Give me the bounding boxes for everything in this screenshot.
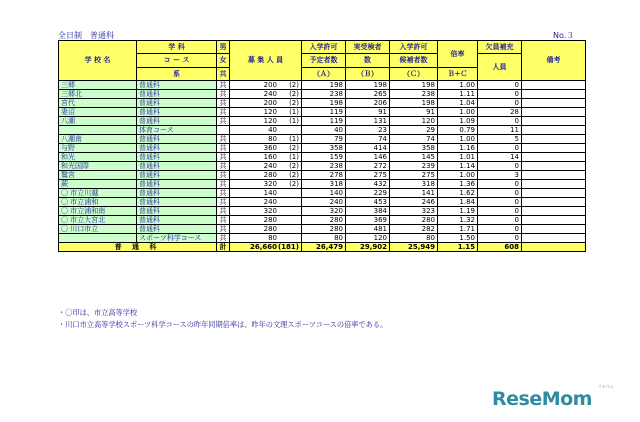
course-cell: 普通科 xyxy=(137,216,217,225)
actual-cell: 453 xyxy=(346,198,390,207)
vacancy-cell: 11 xyxy=(478,126,522,135)
capacity-value: 120 xyxy=(263,116,277,125)
ratio-cell: 1.50 xyxy=(438,234,478,243)
col-course-2: コ ー ス xyxy=(137,54,217,68)
col-gender-1: 男 xyxy=(217,41,230,54)
gender-cell: 共 xyxy=(217,108,230,117)
capacity-cell xyxy=(230,225,302,234)
remarks-cell xyxy=(522,225,586,234)
candidates-cell: 358 xyxy=(390,144,438,153)
candidates-cell: 239 xyxy=(390,162,438,171)
remarks-cell xyxy=(522,135,586,144)
ratio-cell: 1.19 xyxy=(438,207,478,216)
vacancy-cell: 0 xyxy=(478,162,522,171)
course-cell: 普通科 xyxy=(137,198,217,207)
capacity-cell xyxy=(230,189,302,198)
capacity-cell xyxy=(230,144,302,153)
capacity-paren: (181) xyxy=(277,242,299,251)
capacity-cell xyxy=(230,81,302,90)
actual-cell: 206 xyxy=(346,99,390,108)
col-planned-2: 予定者数 xyxy=(302,54,346,68)
remarks-cell xyxy=(522,243,586,252)
col-candidates-2: 候補者数 xyxy=(390,54,438,68)
course-cell: 普通科 xyxy=(137,180,217,189)
footnote-municipal: ・〇印は、市立高等学校 xyxy=(58,308,138,317)
actual-cell: 91 xyxy=(346,108,390,117)
ratio-cell: 1.00 xyxy=(438,135,478,144)
capacity-value: 26,660 xyxy=(249,242,277,251)
remarks-cell xyxy=(522,90,586,99)
vacancy-cell: 0 xyxy=(478,99,522,108)
ratio-cell: 1.32 xyxy=(438,216,478,225)
school-cell: 鷲宮 xyxy=(59,171,137,180)
course-cell: 普通科 xyxy=(137,225,217,234)
gender-cell: 計 xyxy=(217,243,230,252)
remarks-cell xyxy=(522,144,586,153)
vacancy-cell: 0 xyxy=(478,117,522,126)
course-cell: 普通科 xyxy=(137,90,217,99)
table-row xyxy=(59,99,586,108)
capacity-value: 280 xyxy=(263,224,277,233)
actual-cell: 74 xyxy=(346,135,390,144)
capacity-value: 240 xyxy=(263,197,277,206)
actual-cell: 384 xyxy=(346,207,390,216)
actual-cell: 131 xyxy=(346,117,390,126)
capacity-value: 200 xyxy=(263,98,277,107)
resemom-logo: ReseMom xyxy=(492,388,592,410)
capacity-cell xyxy=(230,216,302,225)
table-row xyxy=(59,180,586,189)
vacancy-cell: 0 xyxy=(478,81,522,90)
planned-cell: 320 xyxy=(302,207,346,216)
ratio-cell: 1.00 xyxy=(438,81,478,90)
capacity-cell xyxy=(230,153,302,162)
school-cell xyxy=(59,126,137,135)
candidates-cell: 91 xyxy=(390,108,438,117)
actual-cell: 198 xyxy=(346,81,390,90)
course-cell: スポーツ科学コース xyxy=(137,234,217,243)
col-course-3: 系 xyxy=(137,68,217,81)
capacity-paren: (2) xyxy=(289,161,299,170)
candidates-cell: 198 xyxy=(390,81,438,90)
page-number: No.３ xyxy=(553,31,575,40)
planned-cell: 278 xyxy=(302,171,346,180)
gender-cell: 共 xyxy=(217,135,230,144)
table-row xyxy=(59,153,586,162)
gender-cell: 共 xyxy=(217,153,230,162)
actual-cell: 265 xyxy=(346,90,390,99)
actual-cell: 29,902 xyxy=(346,243,390,252)
planned-cell: 79 xyxy=(302,135,346,144)
ratio-cell: 1.09 xyxy=(438,117,478,126)
gender-cell: 共 xyxy=(217,99,230,108)
capacity-value: 140 xyxy=(263,188,277,197)
planned-cell: 240 xyxy=(302,198,346,207)
course-cell: 普通科 xyxy=(137,144,217,153)
planned-cell: 40 xyxy=(302,126,346,135)
gender-cell: 共 xyxy=(217,171,230,180)
candidates-cell: 29 xyxy=(390,126,438,135)
gender-cell: 共 xyxy=(217,90,230,99)
table-row xyxy=(59,117,586,126)
capacity-cell xyxy=(230,171,302,180)
col-actual-3: （Ｂ） xyxy=(346,68,390,81)
remarks-cell xyxy=(522,171,586,180)
resemom-logo-sub: リセマム xyxy=(598,384,614,389)
actual-cell: 414 xyxy=(346,144,390,153)
ratio-cell: 1.16 xyxy=(438,144,478,153)
vacancy-cell: 0 xyxy=(478,207,522,216)
table-row xyxy=(59,126,586,135)
vacancy-cell: 0 xyxy=(478,189,522,198)
remarks-cell xyxy=(522,117,586,126)
footnote-sports-course: ・川口市立高等学校スポーツ科学コースの昨年同期倍率は、昨年の文理スポーツコースの倍率である。 xyxy=(58,320,388,329)
table-row xyxy=(59,207,586,216)
ratio-cell: 1.00 xyxy=(438,171,478,180)
col-actual-1: 実受検者 xyxy=(346,41,390,54)
school-cell: 〇 市立川越 xyxy=(59,189,137,198)
col-ratio-1: 倍率 xyxy=(438,41,478,68)
col-remarks: 備考 xyxy=(522,41,586,81)
ratio-cell: 0.79 xyxy=(438,126,478,135)
candidates-cell: 280 xyxy=(390,216,438,225)
remarks-cell xyxy=(522,81,586,90)
capacity-paren: (1) xyxy=(289,107,299,116)
col-actual-2: 数 xyxy=(346,54,390,68)
capacity-cell xyxy=(230,180,302,189)
planned-cell: 318 xyxy=(302,180,346,189)
planned-cell: 26,479 xyxy=(302,243,346,252)
candidates-cell: 323 xyxy=(390,207,438,216)
vacancy-cell: 3 xyxy=(478,171,522,180)
gender-cell: 共 xyxy=(217,189,230,198)
table-row xyxy=(59,81,586,90)
gender-cell: 共 xyxy=(217,180,230,189)
course-cell: 普通科 xyxy=(137,135,217,144)
gender-cell: 共 xyxy=(217,81,230,90)
vacancy-cell: 0 xyxy=(478,216,522,225)
vacancy-cell: 0 xyxy=(478,234,522,243)
planned-cell: 119 xyxy=(302,108,346,117)
remarks-cell xyxy=(522,99,586,108)
col-candidates-1: 入学許可 xyxy=(390,41,438,54)
planned-cell: 280 xyxy=(302,216,346,225)
planned-cell: 80 xyxy=(302,234,346,243)
school-cell: 〇 市立浦和南 xyxy=(59,207,137,216)
course-cell: 普通科 xyxy=(137,207,217,216)
table-row xyxy=(59,189,586,198)
capacity-paren: (1) xyxy=(289,152,299,161)
remarks-cell xyxy=(522,207,586,216)
school-cell: 与野 xyxy=(59,144,137,153)
ratio-cell: 1.84 xyxy=(438,198,478,207)
remarks-cell xyxy=(522,126,586,135)
capacity-cell xyxy=(230,108,302,117)
school-cell: 〇 市立浦和 xyxy=(59,198,137,207)
school-cell: 宮代 xyxy=(59,99,137,108)
course-cell: 体育コース xyxy=(137,126,217,135)
planned-cell: 159 xyxy=(302,153,346,162)
course-cell: 普通科 xyxy=(137,189,217,198)
school-cell: 普 通 科 xyxy=(59,243,217,252)
capacity-paren: (2) xyxy=(289,80,299,89)
candidates-cell: 238 xyxy=(390,90,438,99)
col-school: 学 校 名 xyxy=(59,41,137,81)
gender-cell: 共 xyxy=(217,216,230,225)
table-row xyxy=(59,162,586,171)
admissions-table xyxy=(58,40,586,252)
table-row xyxy=(59,171,586,180)
table-row xyxy=(59,108,586,117)
candidates-cell: 318 xyxy=(390,180,438,189)
candidates-cell: 275 xyxy=(390,171,438,180)
gender-cell: 共 xyxy=(217,198,230,207)
capacity-cell xyxy=(230,198,302,207)
remarks-cell xyxy=(522,180,586,189)
capacity-value: 280 xyxy=(263,215,277,224)
header-category: 全日制 普通科 xyxy=(58,31,114,40)
table-row xyxy=(59,90,586,99)
school-cell: 蕨 xyxy=(59,180,137,189)
gender-cell: 共 xyxy=(217,117,230,126)
capacity-value: 80 xyxy=(268,233,277,242)
school-cell: 八潮南 xyxy=(59,135,137,144)
gender-cell: 共 xyxy=(217,207,230,216)
capacity-cell xyxy=(230,99,302,108)
candidates-cell: 198 xyxy=(390,99,438,108)
remarks-cell xyxy=(522,162,586,171)
capacity-cell xyxy=(230,126,302,135)
table-row xyxy=(59,216,586,225)
ratio-cell: 1.15 xyxy=(438,243,478,252)
ratio-cell: 1.36 xyxy=(438,180,478,189)
col-gender-2: 女 xyxy=(217,54,230,68)
remarks-cell xyxy=(522,189,586,198)
school-cell: 八潮 xyxy=(59,117,137,126)
actual-cell: 369 xyxy=(346,216,390,225)
table-row xyxy=(59,225,586,234)
candidates-cell: 25,949 xyxy=(390,243,438,252)
ratio-cell: 1.71 xyxy=(438,225,478,234)
ratio-cell: 1.11 xyxy=(438,90,478,99)
capacity-cell xyxy=(230,135,302,144)
vacancy-cell: 28 xyxy=(478,108,522,117)
planned-cell: 119 xyxy=(302,117,346,126)
school-cell: 三郷北 xyxy=(59,90,137,99)
col-candidates-3: （Ｃ） xyxy=(390,68,438,81)
remarks-cell xyxy=(522,216,586,225)
actual-cell: 146 xyxy=(346,153,390,162)
col-planned-3: （Ａ） xyxy=(302,68,346,81)
ratio-cell: 1.01 xyxy=(438,153,478,162)
remarks-cell xyxy=(522,108,586,117)
actual-cell: 272 xyxy=(346,162,390,171)
candidates-cell: 282 xyxy=(390,225,438,234)
col-gender-3: 共 xyxy=(217,68,230,81)
course-cell: 普通科 xyxy=(137,99,217,108)
candidates-cell: 120 xyxy=(390,117,438,126)
candidates-cell: 141 xyxy=(390,189,438,198)
capacity-cell xyxy=(230,207,302,216)
capacity-paren: (2) xyxy=(289,98,299,107)
actual-cell: 120 xyxy=(346,234,390,243)
vacancy-cell: 5 xyxy=(478,135,522,144)
remarks-cell xyxy=(522,153,586,162)
course-cell: 普通科 xyxy=(137,171,217,180)
col-ratio-2: Ｂ÷Ｃ xyxy=(438,68,478,81)
ratio-cell: 1.14 xyxy=(438,162,478,171)
ratio-cell: 1.62 xyxy=(438,189,478,198)
remarks-cell xyxy=(522,198,586,207)
capacity-cell xyxy=(230,90,302,99)
col-planned-1: 入学許可 xyxy=(302,41,346,54)
planned-cell: 198 xyxy=(302,99,346,108)
remarks-cell xyxy=(522,234,586,243)
course-cell: 普通科 xyxy=(137,153,217,162)
vacancy-cell: 14 xyxy=(478,153,522,162)
planned-cell: 238 xyxy=(302,90,346,99)
candidates-cell: 246 xyxy=(390,198,438,207)
gender-cell: 共 xyxy=(217,144,230,153)
table-row xyxy=(59,144,586,153)
school-cell: 〇 川口市立 xyxy=(59,225,137,234)
capacity-value: 280 xyxy=(263,170,277,179)
school-cell: 妻沼 xyxy=(59,108,137,117)
actual-cell: 229 xyxy=(346,189,390,198)
course-cell: 普通科 xyxy=(137,162,217,171)
actual-cell: 275 xyxy=(346,171,390,180)
course-cell: 普通科 xyxy=(137,117,217,126)
col-course-1: 学 科 xyxy=(137,41,217,54)
capacity-value: 80 xyxy=(268,134,277,143)
capacity-value: 240 xyxy=(263,89,277,98)
vacancy-cell: 0 xyxy=(478,144,522,153)
capacity-cell xyxy=(230,243,302,252)
capacity-value: 240 xyxy=(263,161,277,170)
school-cell: 和光国際 xyxy=(59,162,137,171)
capacity-cell xyxy=(230,117,302,126)
planned-cell: 140 xyxy=(302,189,346,198)
table-row xyxy=(59,234,586,243)
capacity-value: 160 xyxy=(263,152,277,161)
vacancy-cell: 0 xyxy=(478,90,522,99)
capacity-paren: (2) xyxy=(289,89,299,98)
table-row xyxy=(59,135,586,144)
col-vacancy-1: 欠員補充 xyxy=(478,41,522,54)
vacancy-cell: 0 xyxy=(478,180,522,189)
capacity-paren: (2) xyxy=(289,170,299,179)
capacity-value: 40 xyxy=(268,125,277,134)
gender-cell xyxy=(217,126,230,135)
candidates-cell: 74 xyxy=(390,135,438,144)
capacity-value: 120 xyxy=(263,107,277,116)
capacity-cell xyxy=(230,162,302,171)
actual-cell: 23 xyxy=(346,126,390,135)
col-vacancy-2: 人員 xyxy=(478,54,522,81)
candidates-cell: 145 xyxy=(390,153,438,162)
capacity-value: 200 xyxy=(263,80,277,89)
gender-cell: 共 xyxy=(217,162,230,171)
vacancy-cell: 608 xyxy=(478,243,522,252)
capacity-cell xyxy=(230,234,302,243)
gender-cell: 共 xyxy=(217,225,230,234)
school-cell: 三郷 xyxy=(59,81,137,90)
planned-cell: 358 xyxy=(302,144,346,153)
planned-cell: 198 xyxy=(302,81,346,90)
table-row xyxy=(59,198,586,207)
school-cell: 〇 市立大宮北 xyxy=(59,216,137,225)
ratio-cell: 1.04 xyxy=(438,99,478,108)
course-cell: 普通科 xyxy=(137,81,217,90)
planned-cell: 280 xyxy=(302,225,346,234)
school-cell xyxy=(59,234,137,243)
course-cell: 普通科 xyxy=(137,108,217,117)
col-capacity: 募 集 人 員 xyxy=(230,41,302,81)
vacancy-cell: 0 xyxy=(478,198,522,207)
total-row xyxy=(59,243,586,252)
capacity-value: 320 xyxy=(263,206,277,215)
capacity-value: 320 xyxy=(263,179,277,188)
capacity-paren: (1) xyxy=(289,116,299,125)
capacity-paren: (1) xyxy=(289,134,299,143)
planned-cell: 238 xyxy=(302,162,346,171)
actual-cell: 432 xyxy=(346,180,390,189)
capacity-value: 360 xyxy=(263,143,277,152)
ratio-cell: 1.00 xyxy=(438,108,478,117)
school-cell: 和光 xyxy=(59,153,137,162)
capacity-paren: (2) xyxy=(289,179,299,188)
gender-cell: 共 xyxy=(217,234,230,243)
capacity-paren: (2) xyxy=(289,143,299,152)
candidates-cell: 80 xyxy=(390,234,438,243)
actual-cell: 481 xyxy=(346,225,390,234)
vacancy-cell: 0 xyxy=(478,225,522,234)
